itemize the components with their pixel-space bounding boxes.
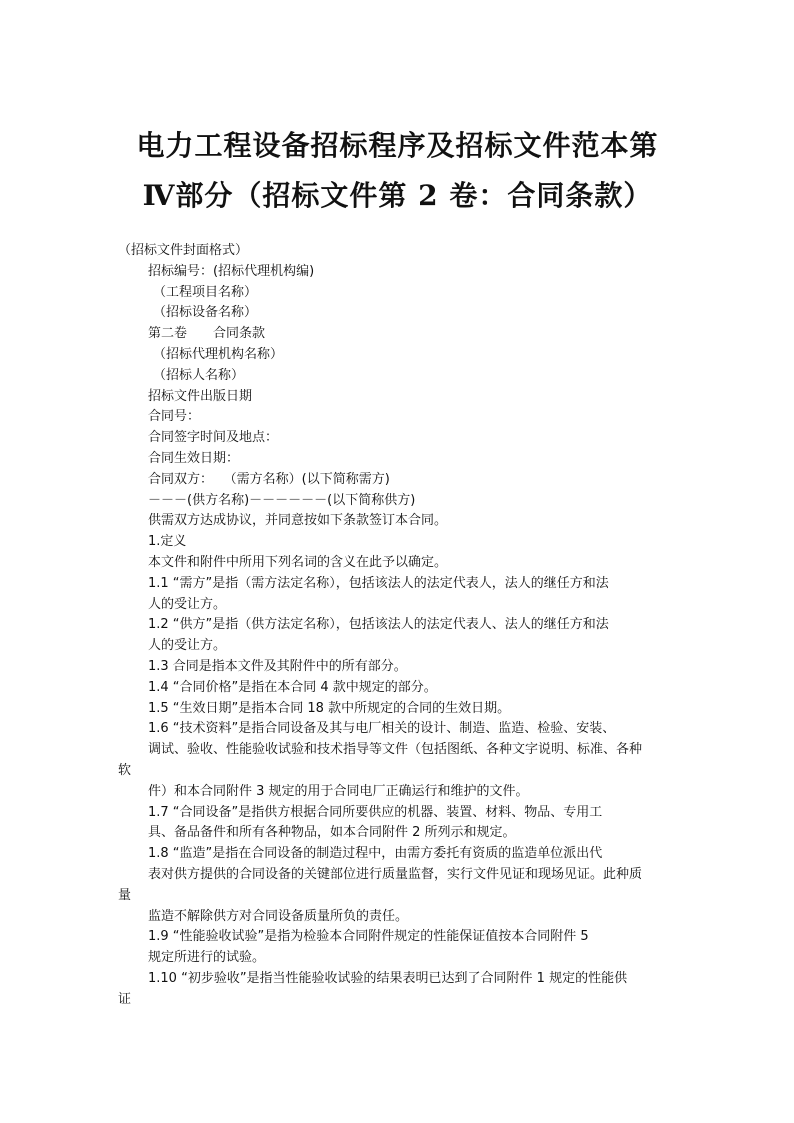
text-line: 1.2 “供方”是指（供方法定名称），包括该法人的法定代表人、法人的继任方和法	[148, 617, 609, 633]
text-line: 表对供方提供的合同设备的关键部位进行质量监督，实行文件见证和现场见证。此种质	[148, 866, 643, 882]
text-line: 规定所进行的试验。	[148, 950, 266, 966]
text-line: （招标设备名称）	[153, 305, 258, 321]
text-line: 软	[118, 762, 132, 778]
text-line: 监造不解除供方对合同设备质量所负的责任。	[148, 908, 409, 924]
text-line: 1.5 “生效日期”是指本合同 18 款中所规定的合同的生效日期。	[148, 700, 511, 716]
text-line: 合同号：	[148, 409, 201, 425]
text-line: （招标人名称）	[153, 367, 245, 383]
text-line: 1.定义	[148, 534, 187, 550]
text-line: 1.8 “监造”是指在合同设备的制造过程中，由需方委托有资质的监造单位派出代	[148, 846, 603, 862]
text-line: 供需双方达成协议，并同意按如下条款签订本合同。	[148, 513, 448, 529]
text-line: 1.7 “合同设备”是指供方根据合同所要供应的机器、装置、材料、物品、专用工	[148, 804, 603, 820]
text-line: （招标代理机构名称）	[153, 346, 284, 362]
text-line: 1.3 合同是指本文件及其附件中的所有部分。	[148, 658, 407, 674]
text-line: （招标文件封面格式）	[118, 243, 249, 258]
text-line: 合同双方： （需方名称）(以下简称需方)	[148, 471, 390, 487]
text-line: 件）和本合同附件 3 规定的用于合同电厂正确运行和维护的文件。	[148, 783, 529, 799]
text-line: （工程项目名称）	[153, 284, 258, 300]
text-line: －－－(供方名称)－－－－－－(以下简称供方)	[148, 492, 416, 508]
text-line: 人的受让方。	[148, 638, 227, 654]
text-line: 第二卷 合同条款	[148, 326, 266, 342]
text-line: 招标文件出版日期	[148, 388, 253, 404]
text-line: 1.1 “需方”是指（需方法定名称），包括该法人的法定代表人，法人的继任方和法	[148, 575, 609, 591]
text-line: 合同签字时间及地点：	[148, 430, 279, 446]
text-line: 量	[118, 887, 132, 903]
text-line: 合同生效日期：	[148, 450, 240, 466]
text-line: 1.6 “技术资料”是指合同设备及其与电厂相关的设计、制造、监造、检验、安装、	[148, 721, 616, 737]
text-line: 调试、验收、性能验收试验和技术指导等文件（包括图纸、各种文字说明、标准、各种	[148, 742, 643, 758]
text-line: 具、备品备件和所有各种物品，如本合同附件 2 所列示和规定。	[148, 825, 516, 841]
text-line: 证	[118, 991, 132, 1007]
text-line: 1.9 “性能验收试验”是指为检验本合同附件规定的性能保证值按本合同附件 5	[148, 929, 589, 945]
text-line: 1.10 “初步验收”是指当性能验收试验的结果表明已达到了合同附件 1 规定的性能供	[148, 970, 628, 986]
text-line: 1.4 “合同价格”是指在本合同 4 款中规定的部分。	[148, 679, 437, 695]
document-title-line-1: 电力工程设备招标程序及招标文件范本第	[136, 129, 659, 162]
text-line: 招标编号：(招标代理机构编)	[148, 263, 315, 279]
document-body	[118, 241, 684, 1010]
text-line: 人的受让方。	[148, 596, 227, 612]
document-title-line-2: Ⅳ部分（招标文件第 2 卷：合同条款）	[142, 179, 653, 212]
text-line: 本文件和附件中所用下列名词的含义在此予以确定。	[148, 554, 448, 570]
